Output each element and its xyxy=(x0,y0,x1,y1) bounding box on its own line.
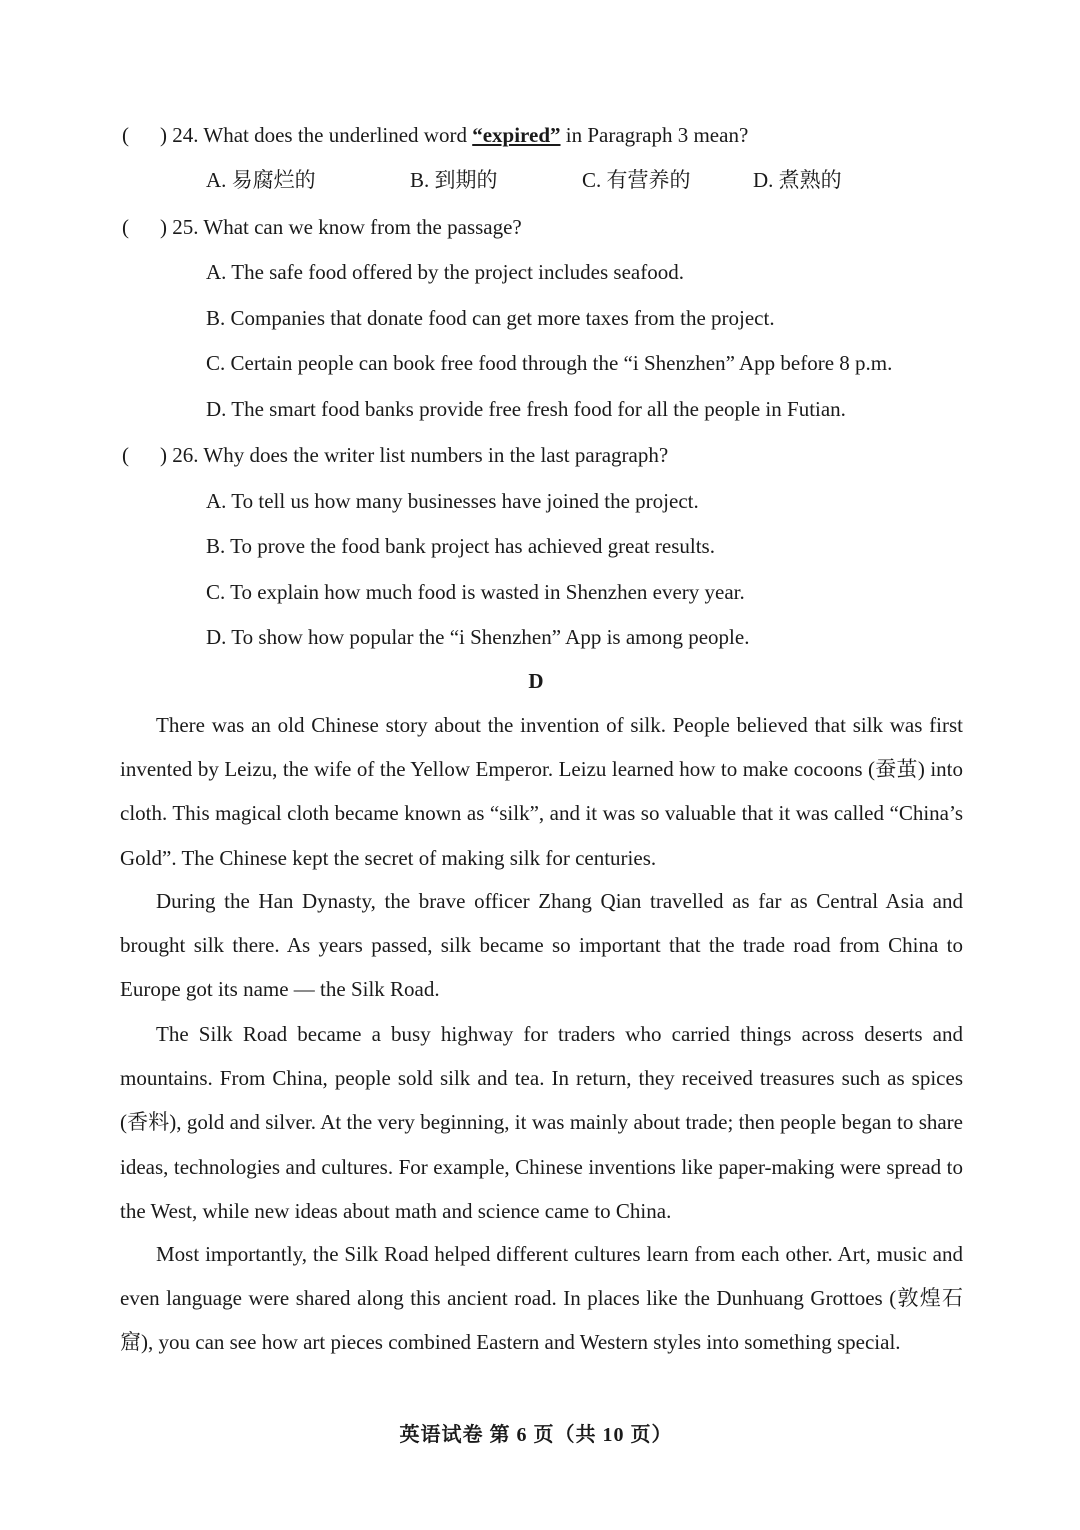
underlined-word: “expired” xyxy=(472,123,561,147)
question-24 xyxy=(122,121,748,149)
option-b: B. 到期的 xyxy=(410,168,498,192)
option-c: C. 有营养的 xyxy=(582,168,691,192)
question-stem-part: in Paragraph 3 mean? xyxy=(560,123,749,147)
question-stem: What can we know from the passage? xyxy=(203,215,522,239)
passage-paragraph-4: Most importantly, the Silk Road helped different cultures learn from each other. Art, music and even language were shared along this ancient road. In places like the Dunhuang Grottoes (敦煌石窟), you can see how art pieces combined Eastern and Western styles into something special. xyxy=(120,1242,963,1355)
answer-bracket: ( xyxy=(122,215,129,239)
option-b: B. To prove the food bank project has achieved great results. xyxy=(206,534,715,558)
question-stem: Why does the writer list numbers in the last paragraph? xyxy=(203,443,669,467)
question-number: ) 25. xyxy=(160,215,199,239)
section-label: D xyxy=(528,669,544,693)
passage-paragraph-2: During the Han Dynasty, the brave officer Zhang Qian travelled as far as Central Asia and brought silk there. As years passed, silk became so important that the trade road from China to Europe got its name — the Silk Road. xyxy=(120,889,963,1002)
page-footer: 英语试卷 第 6 页（共 10 页） xyxy=(399,1424,673,1446)
answer-bracket: ( xyxy=(122,123,129,147)
option-d: D. 煮熟的 xyxy=(753,168,842,192)
question-stem-part: What does the underlined word xyxy=(203,123,473,147)
option-c: C. To explain how much food is wasted in Shenzhen every year. xyxy=(206,580,745,604)
passage-paragraph-3: The Silk Road became a busy highway for traders who carried things across deserts and mountains. From China, people sold silk and tea. In return, they received treasures such as spices (香料), gold and silver. At the very beginning, it was mainly about trade; then people began to share ideas, technologies and cultures. For example, Chinese inventions like paper-making were spread to the West, while new ideas about math and science came to China. xyxy=(120,1022,963,1223)
answer-bracket: ( xyxy=(122,443,129,467)
option-b: B. Companies that donate food can get more taxes from the project. xyxy=(206,306,775,330)
question-number: ) 24. xyxy=(160,123,199,147)
passage-paragraph-1: There was an old Chinese story about the invention of silk. People believed that silk was first invented by Leizu, the wife of the Yellow Emperor. Leizu learned how to make cocoons (蚕茧) into cloth. This magical cloth became known as “silk”, and it was so valuable that it was called “China’s Gold”. The Chinese kept the secret of making silk for centuries. xyxy=(120,713,963,870)
option-a: A. To tell us how many businesses have joined the project. xyxy=(206,489,699,513)
option-d: D. The smart food banks provide free fresh food for all the people in Futian. xyxy=(206,397,846,421)
option-d: D. To show how popular the “i Shenzhen” App is among people. xyxy=(206,625,750,649)
question-26 xyxy=(122,441,668,469)
question-number: ) 26. xyxy=(160,443,199,467)
option-a: A. The safe food offered by the project includes seafood. xyxy=(206,260,684,284)
option-a: A. 易腐烂的 xyxy=(206,168,316,192)
option-c: C. Certain people can book free food through the “i Shenzhen” App before 8 p.m. xyxy=(206,351,893,375)
question-25 xyxy=(122,213,522,241)
